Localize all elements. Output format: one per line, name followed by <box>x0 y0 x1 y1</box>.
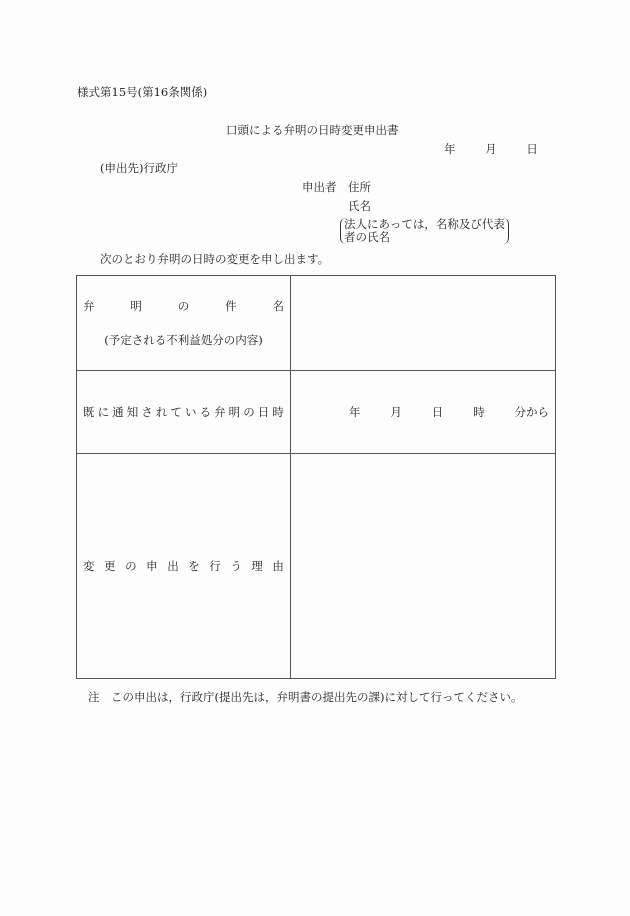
table-row-notified-datetime <box>77 371 556 454</box>
notified-datetime-value-field[interactable] <box>291 371 556 454</box>
footnote: 注 この申出は，行政庁(提出先は，弁明書の提出先の課)に対して行ってください。 <box>88 690 523 704</box>
datetime-day: 日 <box>431 405 444 419</box>
name-label: 氏名 <box>348 199 371 213</box>
reason-label-cell <box>77 454 291 679</box>
notified-datetime-label-cell <box>77 371 291 454</box>
table-row-subject <box>77 276 556 371</box>
request-form-table <box>76 275 556 679</box>
subject-label-cell <box>77 276 291 371</box>
form-number: 様式第15号(第16条関係) <box>77 85 208 99</box>
table-row-reason <box>77 454 556 679</box>
corporate-note <box>340 218 509 244</box>
corporate-note-line1: 法人にあっては，名称及び代表 <box>344 217 505 231</box>
date-year: 年 <box>444 142 456 156</box>
addressee: (申出先)行政庁 <box>100 161 178 175</box>
date-month: 月 <box>485 142 497 156</box>
datetime-hour: 時 <box>473 405 485 419</box>
corporate-note-line2: 者の氏名 <box>344 230 390 244</box>
applicant-label: 申出者 <box>302 180 337 194</box>
subject-sub-label: (予定される不利益処分の内容) <box>104 333 263 347</box>
date-day: 日 <box>526 142 538 156</box>
datetime-minute: 分から <box>514 405 549 419</box>
intro-text: 次のとおり弁明の日時の変更を申し出ます。 <box>100 252 330 266</box>
subject-value-field[interactable] <box>291 276 556 371</box>
datetime-month: 月 <box>390 405 402 419</box>
reason-label: 変 更 の 申 出 を 行 う 理 由 <box>83 559 284 573</box>
subject-label: 弁 明 の 件 名 <box>83 299 284 313</box>
address-label: 住所 <box>348 180 371 194</box>
datetime-year: 年 <box>349 405 361 419</box>
notified-datetime-label: 既 に 通 知 さ れ て い る 弁 明 の 日 時 <box>83 405 284 419</box>
document-title: 口頭による弁明の日時変更申出書 <box>226 123 399 137</box>
reason-value-field[interactable] <box>291 454 556 679</box>
date-line <box>444 141 538 157</box>
